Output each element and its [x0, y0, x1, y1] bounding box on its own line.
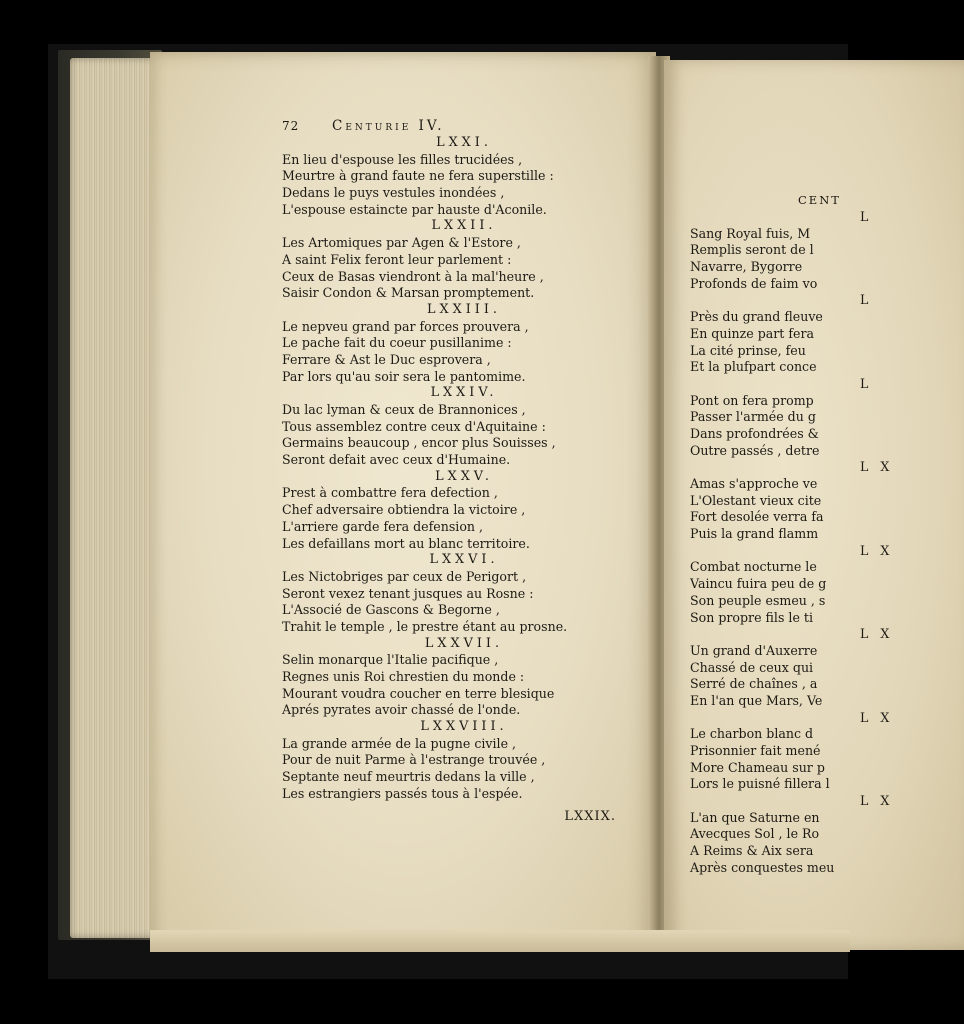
verse-line: Serré de chaînes , a: [690, 676, 818, 692]
verse-line: En quinze part fera: [690, 325, 815, 341]
quatrain-number: LXXVII.: [424, 635, 504, 651]
verse-line: La grande armée de la pugne civile ,: [282, 735, 517, 751]
verse-line: Près du grand fleuve: [690, 309, 823, 325]
quatrain-number: L: [860, 292, 873, 308]
right-page-text: [690, 192, 950, 877]
verse-line: En l'an que Mars, Ve: [690, 692, 823, 708]
verse-line: Lors le puisné fillera l: [690, 776, 830, 792]
verse-line: Pour de nuit Parme à l'estrange trouvée ,: [282, 752, 546, 768]
verse-line: Meurtre à grand faute ne fera superstille :: [282, 168, 554, 184]
verse-line: Son peuple esmeu , s: [690, 592, 826, 608]
verse-line: Un grand d'Auxerre: [690, 642, 818, 658]
verse-line: Septante neuf meurtris dedans la ville ,: [282, 769, 535, 785]
right-page-text-clip: [664, 60, 894, 950]
quatrain-number: LXXI.: [436, 135, 492, 150]
verse-line: Prest à combattre fera defection ,: [282, 485, 498, 501]
verse-line: Chef adversaire obtiendra la victoire ,: [282, 502, 526, 518]
verse-line: Le pache fait du coeur pusillanime :: [282, 335, 512, 351]
verse-line: Chassé de ceux qui: [690, 659, 814, 675]
verse-line: Passer l'armée du g: [690, 409, 816, 425]
catchword: LXXIX.: [564, 808, 616, 824]
verse-line: Sang Royal fuis, M: [690, 225, 811, 241]
verse-line: Puis la grand flamm: [690, 526, 819, 542]
quatrain-number: L X: [860, 793, 894, 809]
verse-line: Après conquestes meu: [690, 859, 835, 875]
verse-line: Fort desolée verra fa: [690, 509, 824, 525]
quatrain-number: LXXIV.: [430, 385, 498, 401]
running-title: Centurie IV.: [332, 118, 445, 134]
quatrain-number: L X: [860, 459, 894, 475]
verse-line: L'Associé de Gascons & Begorne ,: [282, 602, 500, 618]
verse-line: More Chameau sur p: [690, 759, 825, 775]
quatrain-number: L X: [860, 626, 894, 642]
quatrain-number: LXXIII.: [427, 301, 501, 317]
verse-line: A saint Felix feront leur parlement :: [282, 251, 512, 267]
verse-line: Les Artomiques par Agen & l'Estore ,: [282, 235, 521, 251]
verse-line: Ferrare & Ast le Duc esprovera ,: [282, 351, 491, 367]
verse-line: L'an que Saturne en: [690, 809, 820, 825]
quatrain-number: LXXII.: [431, 218, 497, 234]
quatrain-number: LXXVIII.: [420, 719, 508, 735]
verse-line: Les estrangiers passés tous à l'espée.: [282, 785, 523, 801]
verse-line: Seront vexez tenant jusques au Rosne :: [282, 585, 534, 601]
page-number: 72: [282, 119, 300, 133]
left-page-text: [282, 118, 622, 825]
verse-line: Les defaillans mort au blanc territoire.: [282, 535, 530, 551]
verse-line: L'arriere garde fera defension ,: [282, 518, 484, 534]
verse-line: Dedans le puys vestules inondées ,: [282, 185, 505, 201]
verse-line: Seront defait avec ceux d'Humaine.: [282, 452, 511, 468]
verse-line: Le nepveu grand par forces prouvera ,: [282, 318, 529, 334]
verse-line: Regnes unis Roi chrestien du monde :: [282, 669, 525, 684]
verse-line: Vaincu fuira peu de g: [690, 576, 827, 592]
running-head: [282, 118, 622, 135]
verse-line: Les Nictobriges par ceux de Perigort ,: [282, 568, 527, 584]
verse-line: Remplis seront de l: [690, 242, 814, 258]
verse-line: En lieu d'espouse les filles trucidées ,: [282, 151, 523, 167]
verse-line: Mourant voudra coucher en terre blesique: [282, 685, 555, 701]
quatrain-number: L X: [860, 542, 894, 558]
verse-line: Et la plufpart conce: [690, 359, 817, 375]
verse-line: Par lors qu'au soir sera le pantomime.: [282, 368, 526, 384]
verse-line: L'Olestant vieux cite: [690, 492, 822, 508]
verse-line: Saisir Condon & Marsan promptement.: [282, 285, 535, 301]
verse-line: Profonds de faim vo: [690, 275, 818, 291]
verse-line: Trahit le temple , le prestre étant au prosne.: [282, 618, 568, 634]
quatrain-number: LXXVI.: [429, 552, 499, 568]
verse-line: Du lac lyman & ceux de Brannonices ,: [282, 402, 526, 417]
verse-line: Outre passés , detre: [690, 442, 820, 458]
verse-line: Pont on fera promp: [690, 392, 814, 408]
quatrain-number: L: [860, 209, 873, 224]
quatrain-number: L: [860, 375, 873, 391]
verse-line: Navarre, Bygorre: [690, 259, 803, 275]
quatrain-list: [282, 135, 622, 803]
verse-line: Selin monarque l'Italie pacifique ,: [282, 652, 499, 668]
verse-line: A Reims & Aix sera: [690, 843, 814, 859]
right-running-title: CENT: [798, 193, 841, 207]
quatrain-number: L X: [860, 709, 894, 725]
verse-line: Dans profondrées &: [690, 425, 819, 441]
verse-line: Amas s'approche ve: [690, 476, 818, 491]
verse-line: Prisonnier fait mené: [690, 743, 821, 758]
verse-line: Tous assemblez contre ceux d'Aquitaine :: [282, 418, 546, 434]
verse-line: Avecques Sol , le Ro: [690, 826, 820, 842]
verse-line: L'espouse estaincte par hauste d'Aconile.: [282, 201, 547, 217]
verse-line: La cité prinse, feu: [690, 342, 806, 358]
verse-line: Germains beaucoup , encor plus Souisses ,: [282, 435, 556, 451]
verse-line: Ceux de Basas viendront à la mal'heure ,: [282, 268, 544, 284]
verse-line: Combat nocturne le: [690, 559, 817, 575]
right-row-list: [690, 209, 950, 877]
verse-line: Le charbon blanc d: [690, 726, 814, 742]
quatrain-number: LXXV.: [435, 468, 493, 484]
verse-line: Aprés pyrates avoir chassé de l'onde.: [282, 702, 521, 718]
verse-line: Son propre fils le ti: [690, 609, 813, 625]
